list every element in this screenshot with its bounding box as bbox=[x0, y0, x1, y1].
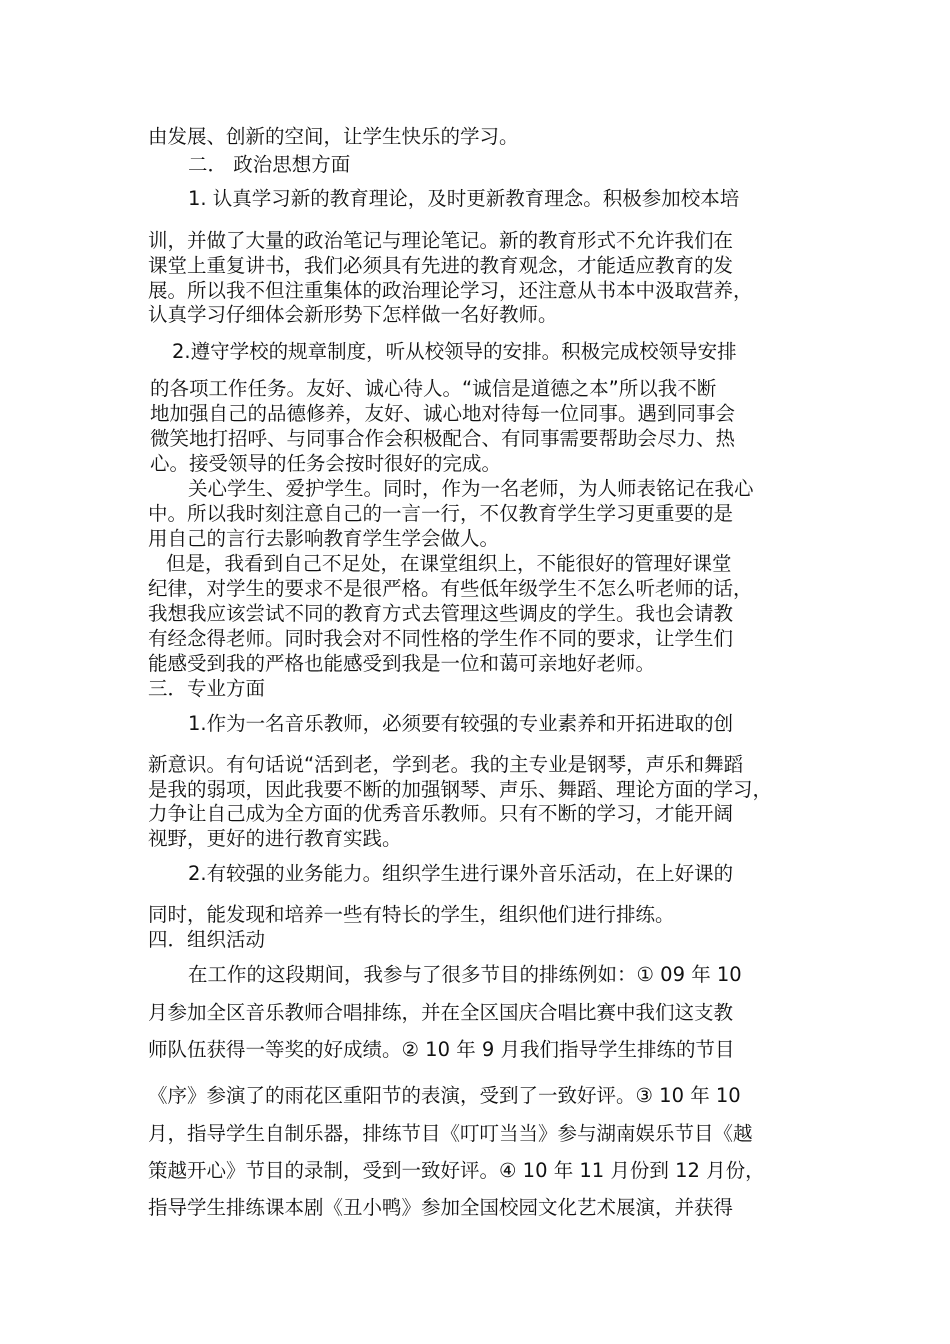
text-line: 新意识。有句话说“活到老，学到老。我的主专业是钢琴，声乐和舞蹈 bbox=[148, 753, 744, 776]
text-line: 认真学习仔细体会新形势下怎样做一名好教师。 bbox=[148, 303, 558, 326]
text-line: 力争让自己成为全方面的优秀音乐教师。只有不断的学习，才能开阔 bbox=[148, 802, 734, 825]
text-line: 微笑地打招呼、与同事合作会积极配合、有同事需要帮助会尽力、热 bbox=[150, 427, 736, 450]
text-line: 课堂上重复讲书，我们必须具有先进的教育观念，才能适应教育的发 bbox=[148, 254, 734, 277]
section-heading-professional: 三．专业方面 bbox=[148, 677, 266, 700]
text-line: 但是，我看到自己不足处，在课堂组织上，不能很好的管理好课堂 bbox=[166, 552, 732, 575]
section-heading-politics: 二． 政治思想方面 bbox=[188, 153, 351, 176]
text-line: 1.作为一名音乐教师，必须要有较强的专业素养和开拓进取的创 bbox=[188, 712, 734, 735]
text-line: 2.有较强的业务能力。组织学生进行课外音乐活动，在上好课的 bbox=[188, 862, 734, 885]
text-line: 展。所以我不但注重集体的政治理论学习，还注意从书本中汲取营养， bbox=[148, 279, 753, 302]
text-line: 月参加全区音乐教师合唱排练，并在全区国庆合唱比赛中我们这支教 bbox=[148, 1001, 734, 1024]
text-line: 地加强自己的品德修养，友好、诚心地对待每一位同事。遇到同事会 bbox=[150, 402, 736, 425]
text-line: 1. 认真学习新的教育理论，及时更新教育理念。积极参加校本培 bbox=[188, 187, 740, 210]
text-line: 同时，能发现和培养一些有特长的学生，组织他们进行排练。 bbox=[148, 903, 675, 926]
text-line: 纪律，对学生的要求不是很严格。有些低年级学生不怎么听老师的话， bbox=[148, 577, 753, 600]
text-line: 2.遵守学校的规章制度，听从校领导的安排。积极完成校领导安排 bbox=[172, 340, 737, 363]
text-line: 用自己的言行去影响教育学生学会做人。 bbox=[148, 527, 500, 550]
text-line: 《序》参演了的雨花区重阳节的表演，受到了一致好评。③ 10 年 10 bbox=[148, 1084, 741, 1107]
text-line: 月，指导学生自制乐器，排练节目《叮叮当当》参与湖南娱乐节目《越 bbox=[148, 1122, 753, 1145]
text-line: 关心学生、爱护学生。同时，作为一名老师，为人师表铭记在我心 bbox=[188, 477, 754, 500]
text-line: 由发展、创新的空间，让学生快乐的学习。 bbox=[148, 125, 519, 148]
text-line: 策越开心》节目的录制，受到一致好评。④ 10 年 11 月份到 12 月份， bbox=[148, 1159, 765, 1182]
text-line: 有经念得老师。同时我会对不同性格的学生作不同的要求，让学生们 bbox=[148, 627, 734, 650]
text-line: 是我的弱项，因此我要不断的加强钢琴、声乐、舞蹈、理论方面的学习， bbox=[148, 778, 773, 801]
text-line: 的各项工作任务。友好、诚心待人。“诚信是道德之本”所以我不断 bbox=[150, 377, 717, 400]
text-line: 训，并做了大量的政治笔记与理论笔记。新的教育形式不允许我们在 bbox=[148, 229, 734, 252]
text-line: 在工作的这段期间，我参与了很多节目的排练例如：① 09 年 10 bbox=[188, 963, 742, 986]
text-line: 我想我应该尝试不同的教育方式去管理这些调皮的学生。我也会请教 bbox=[148, 602, 734, 625]
section-heading-activities: 四．组织活动 bbox=[148, 928, 266, 951]
text-line: 能感受到我的严格也能感受到我是一位和蔼可亲地好老师。 bbox=[148, 652, 656, 675]
text-line: 指导学生排练课本剧《丑小鸭》参加全国校园文化艺术展演，并获得 bbox=[148, 1196, 734, 1219]
text-line: 心。接受领导的任务会按时很好的完成。 bbox=[150, 452, 502, 475]
text-line: 中。所以我时刻注意自己的一言一行，不仅教育学生学习更重要的是 bbox=[148, 502, 734, 525]
text-line: 师队伍获得一等奖的好成绩。② 10 年 9 月我们指导学生排练的节目 bbox=[148, 1038, 735, 1061]
text-line: 视野，更好的进行教育实践。 bbox=[148, 827, 402, 850]
